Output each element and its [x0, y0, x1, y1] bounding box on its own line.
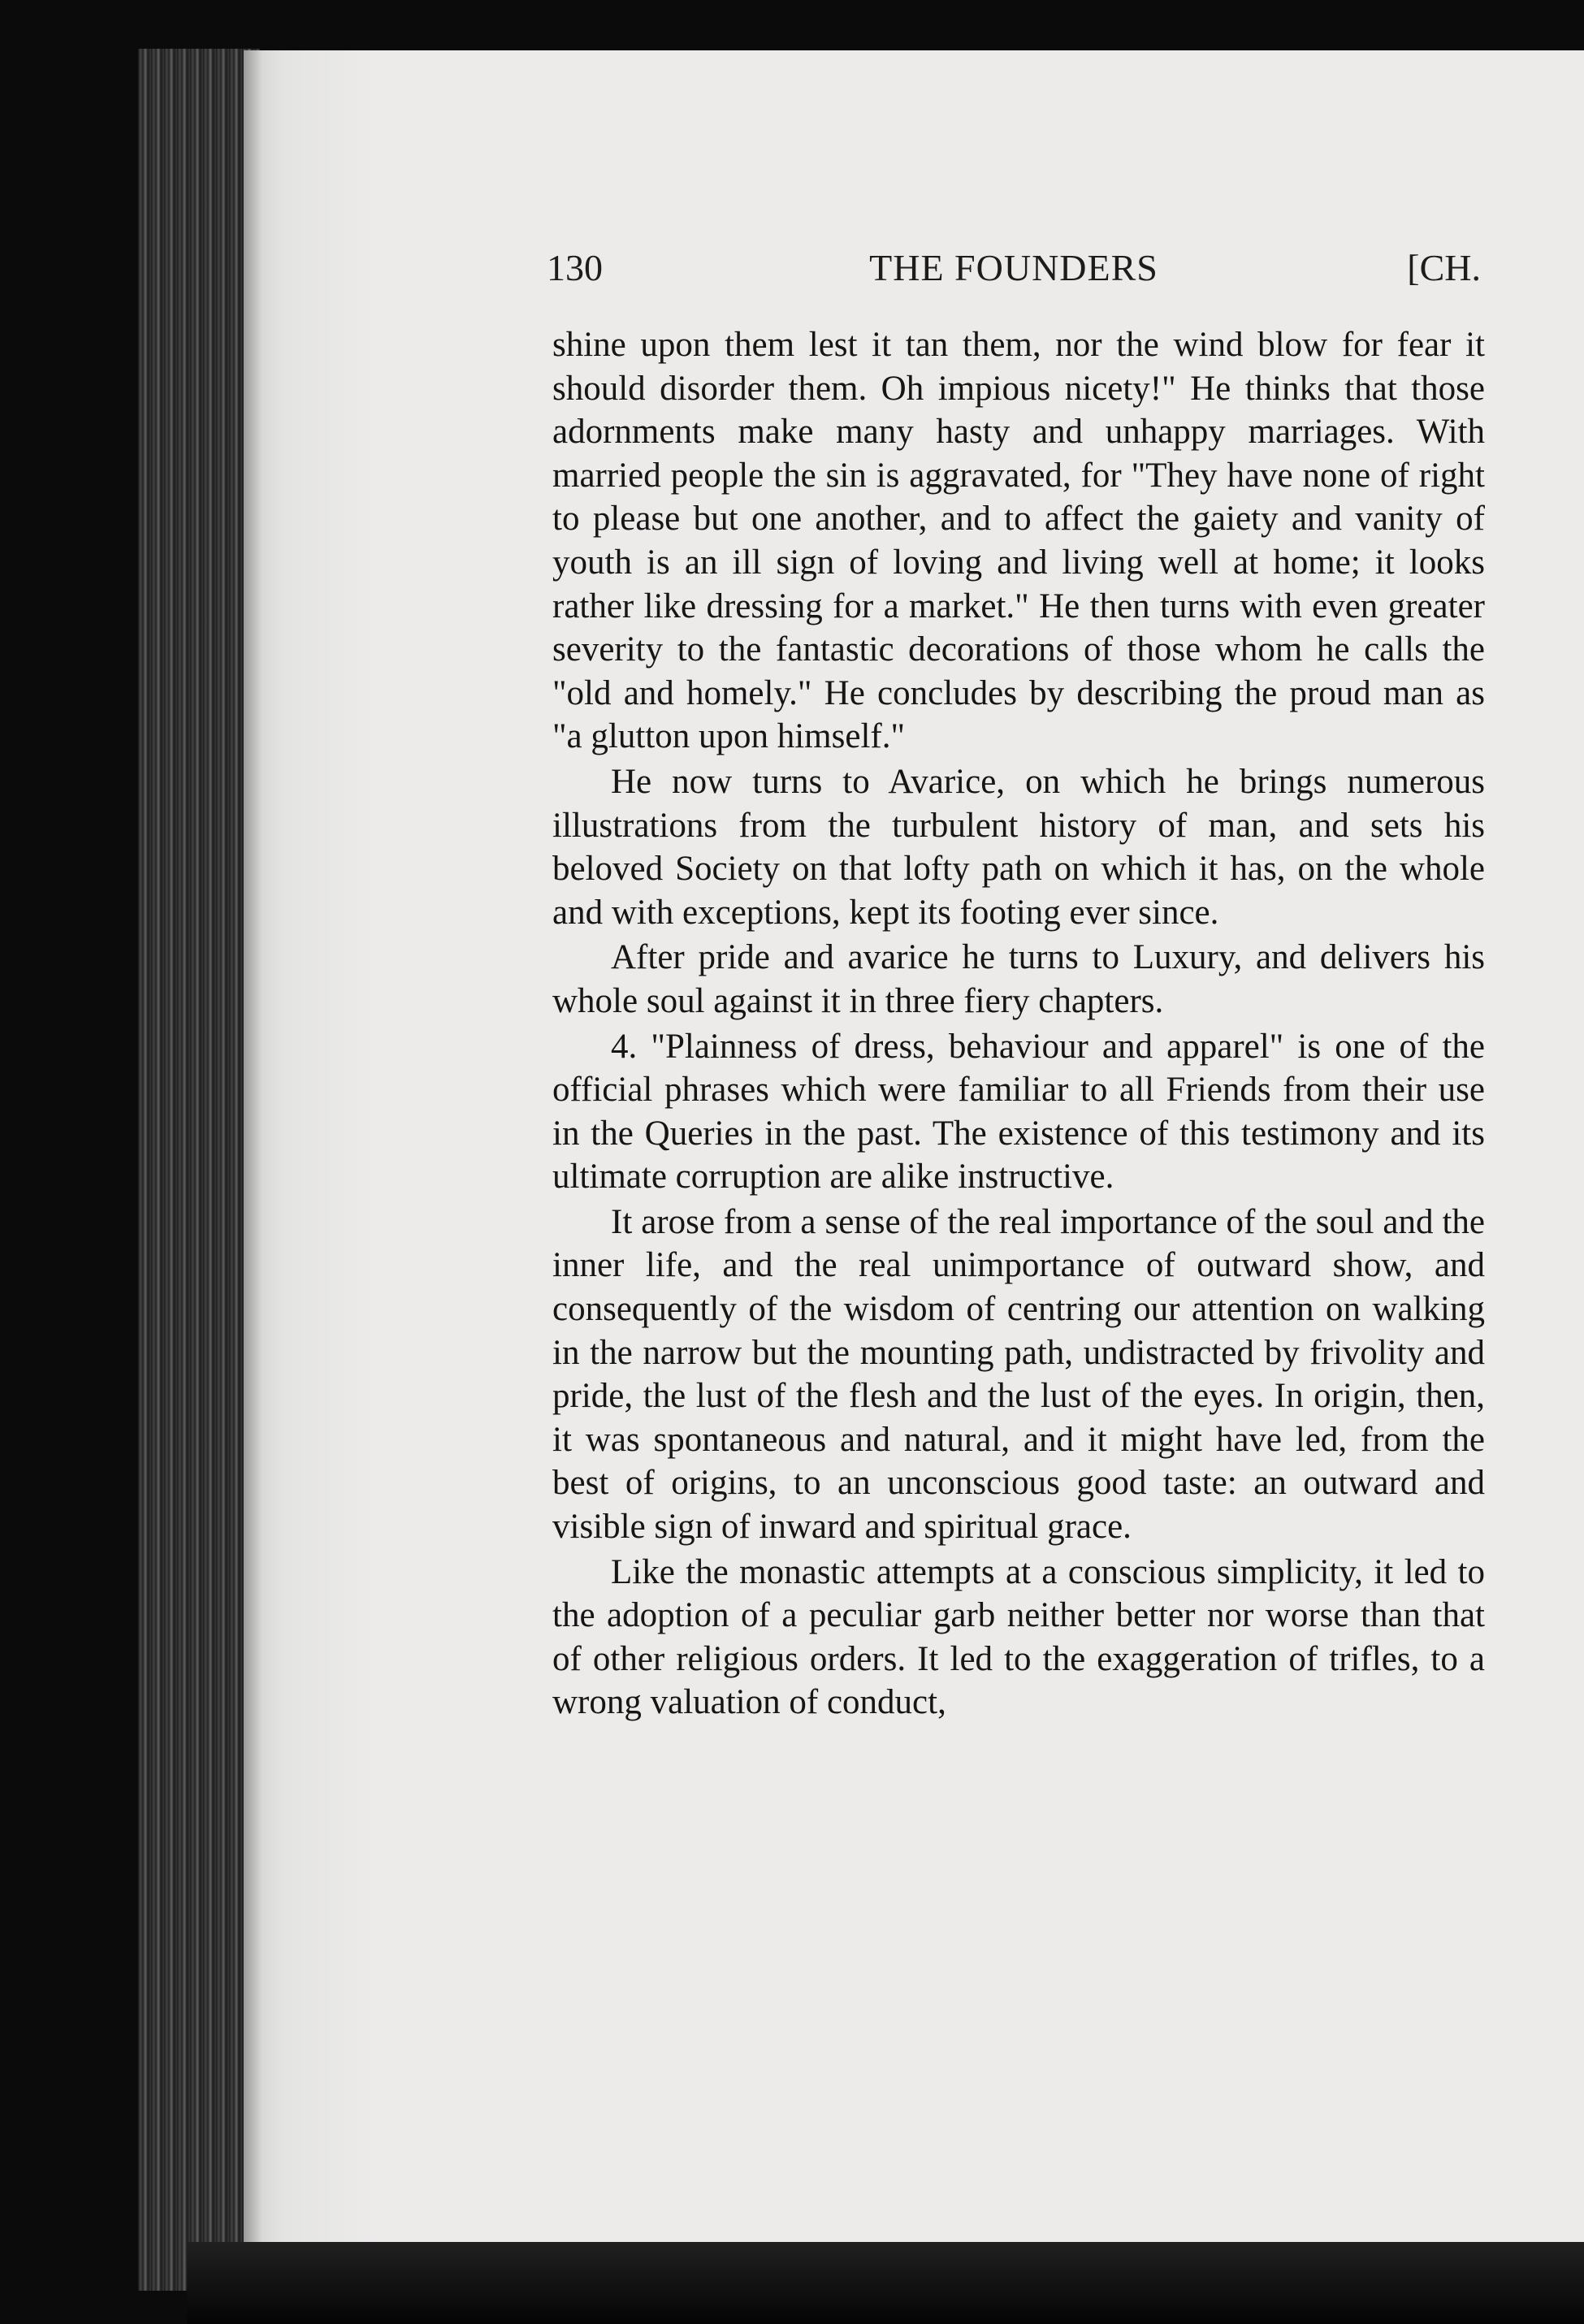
page-gutter-shadow — [244, 50, 262, 2284]
running-title: THE FOUNDERS — [869, 247, 1158, 288]
paragraph: Like the monastic attempts at a conscious simplicity, it led to the adoption of a peculiar garb neither better nor worse than that of other religious orders. It led to the exaggeration of trifles, to a wrong valuation of conduct, — [552, 1552, 1485, 1722]
body-text — [552, 323, 1485, 1726]
page-header — [547, 246, 1481, 295]
chapter-mark: [CH. — [1407, 247, 1481, 288]
page-number: 130 — [547, 247, 603, 288]
paragraph: shine upon them lest it tan them, nor the wind blow for fear it should disorder them. Oh impious nicety!" He thinks that those adornments make many hasty and unhappy marriages. With married people the sin is aggravated, for "They have none of right to please but one another, and to affect the gaiety and vanity of youth is an ill sign of loving and living well at home; it looks rather like dressing for a market." He then turns with even greater severity to the fantastic decorations of those whom he calls the "old and homely." He concludes by describing the proud man as "a glutton upon himself." — [552, 326, 1485, 756]
paragraph: He now turns to Avarice, on which he brings numerous illustrations from the turbulent history of man, and sets his beloved Society on that lofty path on which it has, on the whole and with exceptions, kept its footing ever since. — [552, 762, 1485, 932]
paragraph: It arose from a sense of the real importance of the soul and the inner life, and the real unimportance of outward show, and consequently of the wisdom of centring our attention on walking in the narrow but the mounting path, undistracted by frivolity and pride, the lust of the flesh and the lust of the eyes. In origin, then, it was spontaneous and natural, and it might have led, from the best of origins, to an unconscious good taste: an outward and visible sign of inward and spiritual grace. — [552, 1202, 1485, 1547]
paragraph: 4. "Plainness of dress, behaviour and apparel" is one of the official phrases which were familiar to all Friends from their use in the Queries in the past. The existence of this testimony and its ultimate corruption are alike instructive. — [552, 1027, 1485, 1197]
bottom-page-edge — [187, 2242, 1584, 2324]
book-spine — [138, 49, 260, 2291]
paragraph: After pride and avarice he turns to Luxury, and delivers his whole soul against it in three fiery chapters. — [552, 938, 1485, 1020]
